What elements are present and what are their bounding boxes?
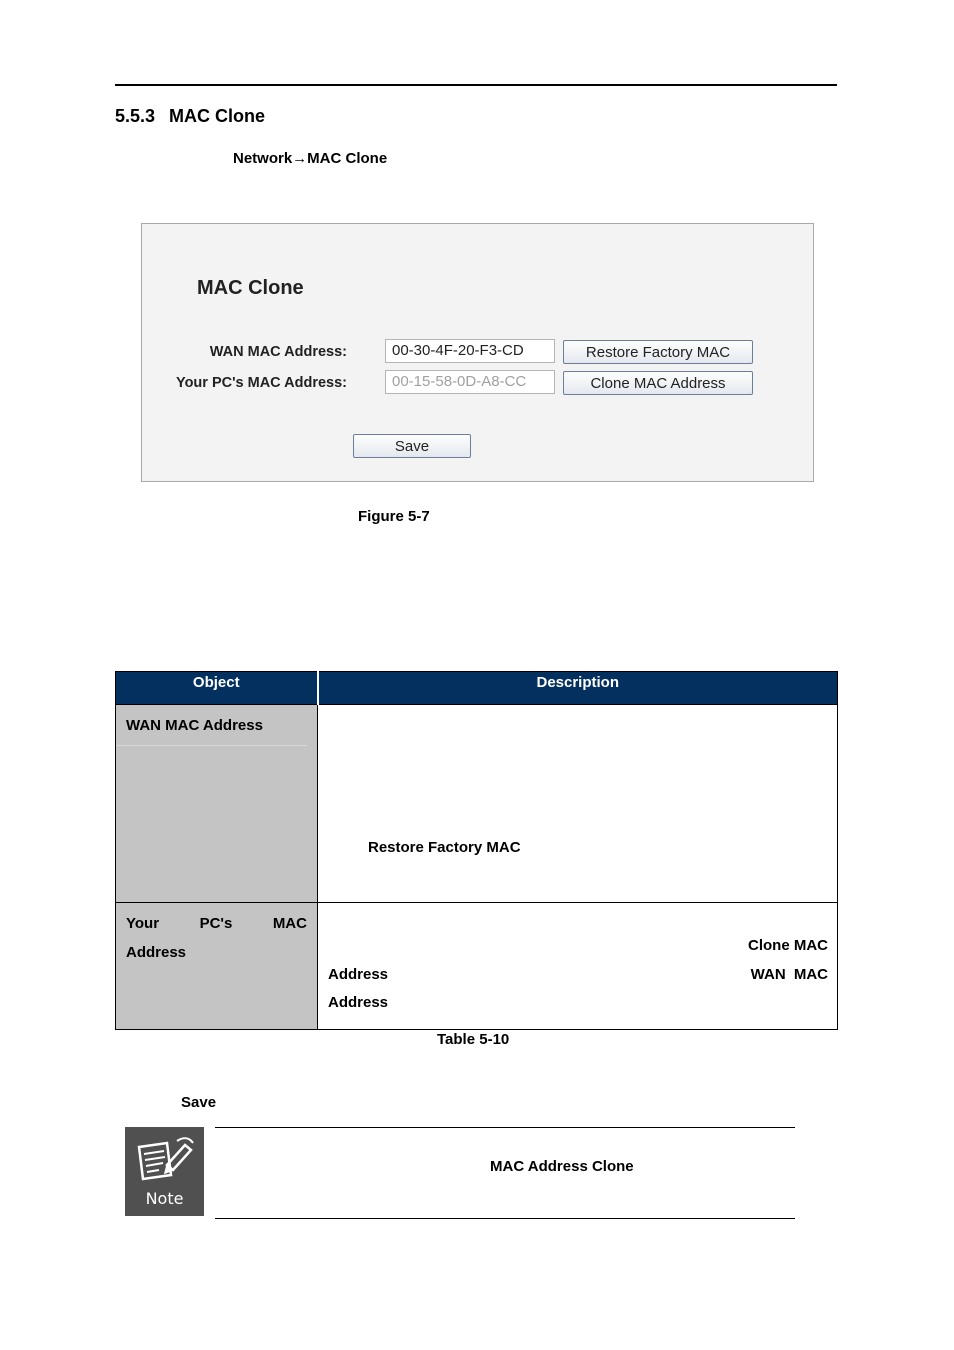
description-table <box>115 671 838 1030</box>
nav-path: Network→MAC Clone <box>233 150 388 167</box>
clone-mac-ref: Clone MAC <box>748 937 828 954</box>
object-cell <box>116 705 318 903</box>
object-word: Address <box>126 944 187 961</box>
object-cell <box>116 903 318 1030</box>
note-icon <box>125 1127 204 1216</box>
figure-caption: Figure 5-7 <box>358 508 430 525</box>
header-description: Description <box>318 672 838 705</box>
object-word: Your <box>126 915 160 932</box>
table-header-row <box>116 672 838 705</box>
clone-mac-address-button[interactable]: Clone MAC Address <box>563 371 753 395</box>
save-reference: Save <box>181 1094 217 1111</box>
note-pencil-icon <box>133 1135 197 1187</box>
save-button[interactable]: Save <box>353 434 471 458</box>
object-word: PC's <box>199 915 233 932</box>
restore-factory-mac-button[interactable]: Restore Factory MAC <box>563 340 753 364</box>
note-label: Note <box>145 1189 184 1208</box>
header-object: Object <box>116 672 318 705</box>
panel-title: MAC Clone <box>197 277 304 299</box>
note-text: MAC Address Clone <box>490 1158 634 1175</box>
wan-mac-input[interactable]: 00-30-4F-20-F3-CD <box>385 339 555 363</box>
description-cell <box>318 705 838 903</box>
note-rule-bottom <box>215 1218 795 1219</box>
section-number: 5.5.3 <box>115 106 156 126</box>
section-heading <box>115 106 265 127</box>
address-ref: Address <box>328 966 389 983</box>
object-word: MAC <box>272 915 307 932</box>
table-caption: Table 5-10 <box>437 1031 510 1048</box>
address-ref: Address <box>328 994 389 1011</box>
object-pc-mac <box>116 903 317 967</box>
pc-mac-label: Your PC's MAC Address: <box>175 375 347 391</box>
restore-factory-mac-ref: Restore Factory MAC <box>368 839 521 856</box>
table-row <box>116 903 838 1030</box>
table-row <box>116 705 838 903</box>
section-title: MAC Clone <box>169 106 266 126</box>
object-wan-mac: WAN MAC Address <box>116 705 307 746</box>
wan-mac-ref: WAN MAC <box>750 966 828 983</box>
note-rule-top <box>215 1127 795 1128</box>
top-rule <box>115 84 837 86</box>
mac-clone-panel <box>141 223 814 482</box>
pc-mac-input: 00-15-58-0D-A8-CC <box>385 370 555 394</box>
description-cell <box>318 903 838 1030</box>
wan-mac-label: WAN MAC Address: <box>209 344 347 360</box>
